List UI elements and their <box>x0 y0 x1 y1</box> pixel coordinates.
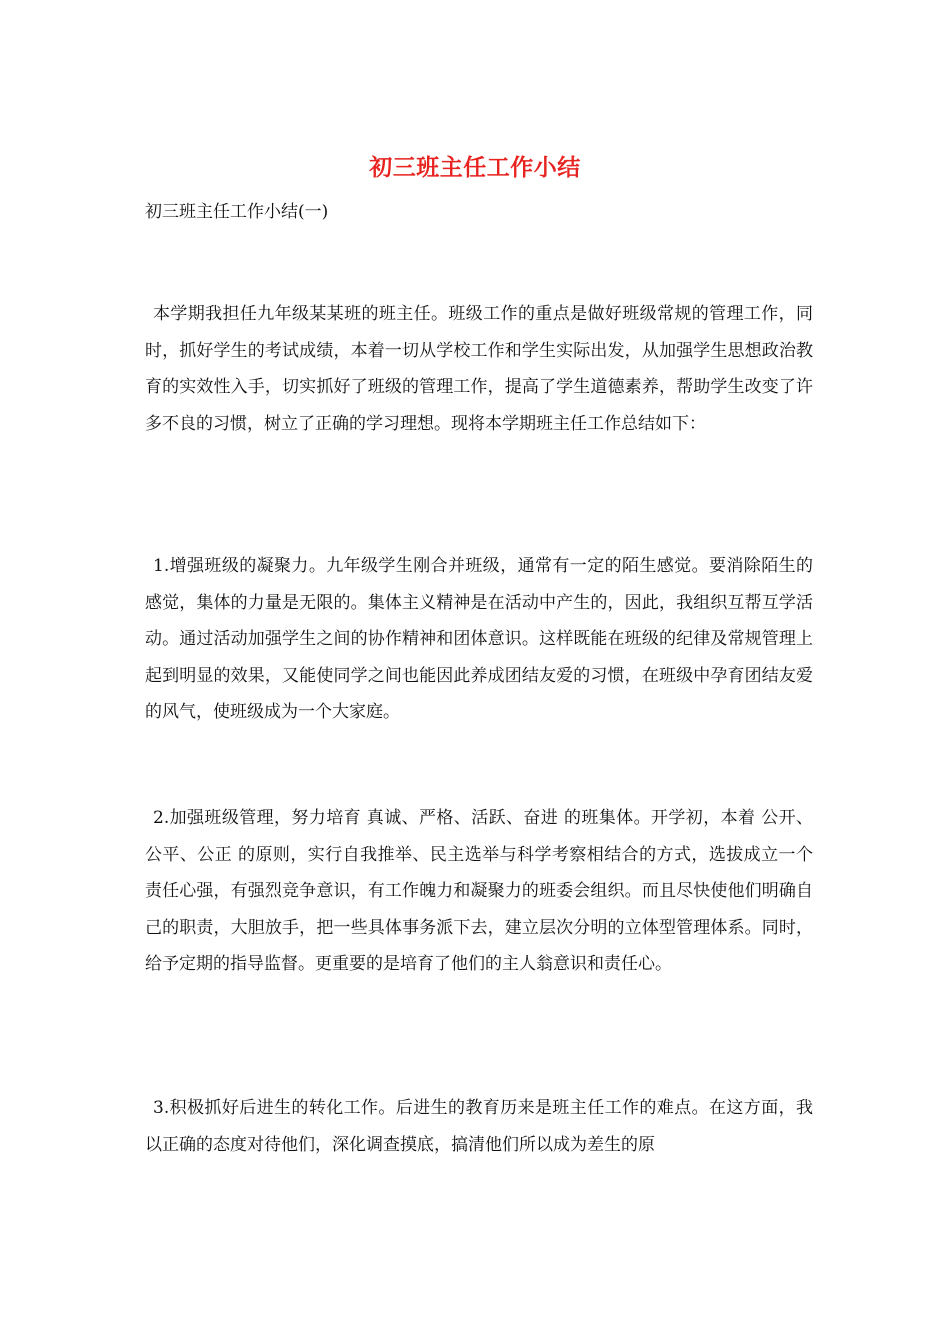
paragraph-item-2: 2.加强班级管理，努力培育 真诚、严格、活跃、奋进 的班集体。开学初，本着 公开、公平、公正 的原则，实行自我推举、民主选举与科学考察相结合的方式，选拔成立一个责任心强，有强烈竞争意识，有工作魄力和凝聚力的班委会组织。而且尽快使他们明确自己的职责，大胆放手，把一些具体事务派下去，建立层次分明的立体型管理体系。同时，给予定期的指导监督。更重要的是培育了他们的主人翁意识和责任心。 <box>145 808 813 974</box>
paragraph-item-1: 1.增强班级的凝聚力。九年级学生刚合并班级，通常有一定的陌生感觉。要消除陌生的感觉，集体的力量是无限的。集体主义精神是在活动中产生的，因此，我组织互帮互学活动。通过活动加强学生之间的协作精神和团体意识。这样既能在班级的纪律及常规管理上起到明显的效果，又能使同学之间也能因此养成团结友爱的习惯，在班级中孕育团结友爱的风气，使班级成为一个大家庭。 <box>145 556 813 722</box>
document-subtitle: 初三班主任工作小结(一) <box>145 202 329 222</box>
paragraph-intro: 本学期我担任九年级某某班的班主任。班级工作的重点是做好班级常规的管理工作，同时，抓好学生的考试成绩，本着一切从学校工作和学生实际出发，从加强学生思想政治教育的实效性入手，切实抓好了班级的管理工作，提高了学生道德素养，帮助学生改变了许多不良的习惯，树立了正确的学习理想。现将本学期班主任工作总结如下： <box>145 304 813 434</box>
document-title: 初三班主任工作小结 <box>369 154 581 181</box>
paragraph-item-3: 3.积极抓好后进生的转化工作。后进生的教育历来是班主任工作的难点。在这方面，我以正确的态度对待他们，深化调查摸底，搞清他们所以成为差生的原 <box>145 1098 813 1155</box>
